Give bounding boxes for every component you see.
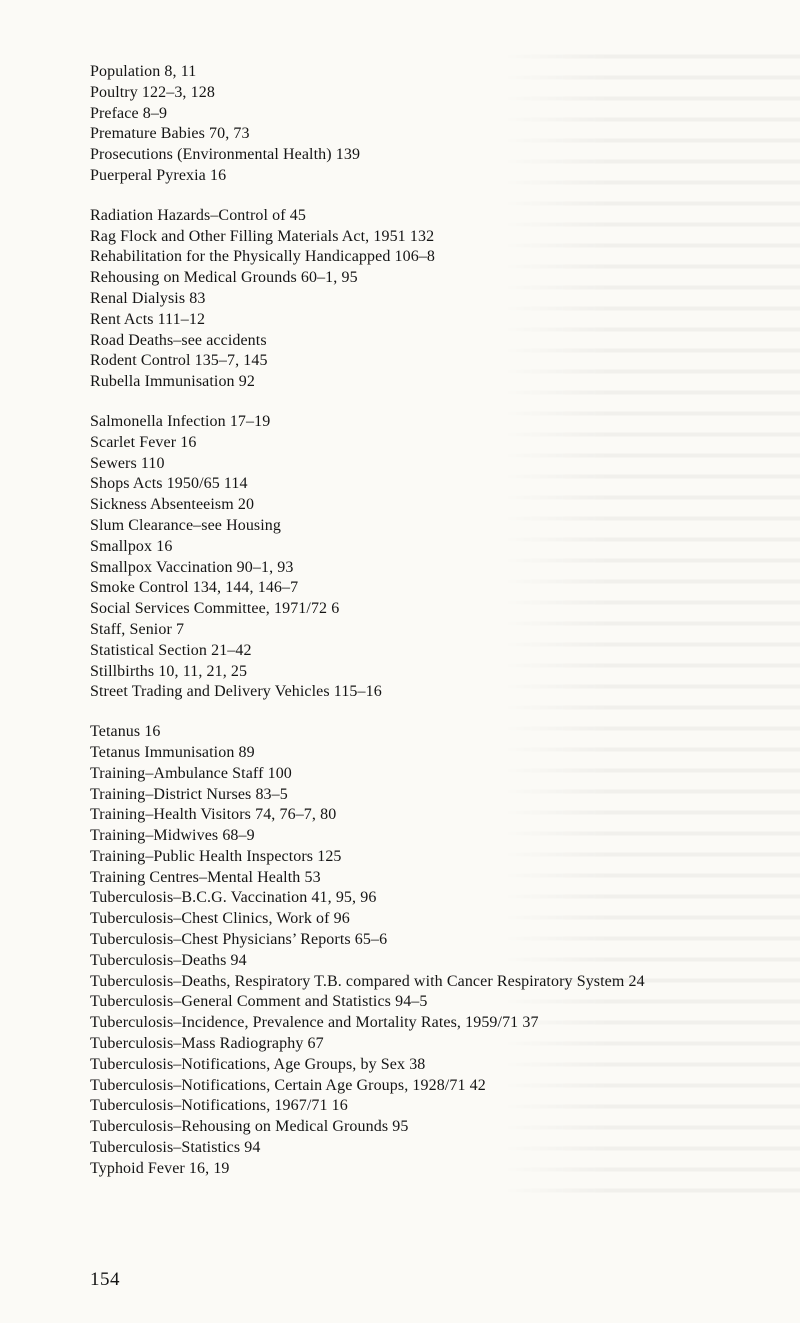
index-entry: Tuberculosis–Rehousing on Medical Grounds 95 (90, 1118, 409, 1136)
index-entry: Training–Health Visitors 74, 76–7, 80 (90, 806, 337, 824)
index-entry: Tetanus Immunisation 89 (90, 743, 255, 761)
index-entry: Population 8, 11 (90, 63, 197, 80)
index-entry: Premature Babies 70, 73 (90, 125, 250, 143)
index-entry: Rubella Immunisation 92 (90, 373, 255, 391)
index-entry: Social Services Committee, 1971/72 6 (90, 600, 340, 618)
index-entry: Staff, Senior 7 (90, 620, 185, 638)
page-number: 154 (90, 1269, 120, 1290)
index-entry: Sewers 110 (90, 454, 165, 472)
index-entry: Rehabilitation for the Physically Handicapped 106–8 (90, 248, 436, 266)
index-entry: Rehousing on Medical Grounds 60–1, 95 (90, 269, 358, 287)
index-entry: Tuberculosis–Deaths, Respiratory T.B. compared with Cancer Respiratory System 24 (90, 972, 645, 990)
index-entry: Slum Clearance–see Housing (90, 516, 281, 534)
index-entry: Preface 8–9 (90, 104, 168, 122)
index-entry: Training–District Nurses 83–5 (90, 785, 288, 803)
index-entry: Training–Midwives 68–9 (90, 827, 255, 845)
index-entry: Road Deaths–see accidents (90, 331, 267, 349)
index-content (90, 62, 780, 1199)
index-entry: Smallpox 16 (90, 537, 173, 555)
index-entry: Tuberculosis–Notifications, Certain Age Groups, 1928/71 42 (90, 1076, 486, 1094)
index-entry: Scarlet Fever 16 (90, 433, 197, 451)
index-entry: Typhoid Fever 16, 19 (90, 1159, 230, 1177)
index-entry: Training–Ambulance Staff 100 (90, 764, 292, 782)
index-entry: Rag Flock and Other Filling Materials Act, 1951 132 (90, 227, 435, 245)
index-group-t (90, 722, 780, 1180)
index-entry: Training Centres–Mental Health 53 (90, 868, 321, 886)
index-entry: Statistical Section 21–42 (90, 641, 252, 659)
index-entry: Tuberculosis–Mass Radiography 67 (90, 1035, 324, 1053)
index-entry: Tuberculosis–B.C.G. Vaccination 41, 95, 96 (90, 889, 377, 907)
index-entry: Tuberculosis–Notifications, 1967/71 16 (90, 1097, 348, 1115)
index-entry: Street Trading and Delivery Vehicles 115–16 (90, 683, 382, 701)
index-entry: Tetanus 16 (90, 723, 161, 741)
index-group-s (90, 412, 780, 703)
index-entry: Tuberculosis–Chest Clinics, Work of 96 (90, 910, 350, 928)
index-entry: Radiation Hazards–Control of 45 (90, 206, 306, 224)
index-entry: Tuberculosis–Chest Physicians’ Reports 65–6 (90, 931, 388, 949)
index-entry: Rent Acts 111–12 (90, 310, 206, 328)
index-entry: Puerperal Pyrexia 16 (90, 166, 227, 184)
index-group-p (90, 62, 780, 187)
index-entry: Poultry 122–3, 128 (90, 83, 215, 101)
index-entry: Smallpox Vaccination 90–1, 93 (90, 558, 294, 576)
index-entry: Tuberculosis–Statistics 94 (90, 1139, 261, 1157)
index-entry: Renal Dialysis 83 (90, 289, 206, 307)
index-entry: Tuberculosis–General Comment and Statistics 94–5 (90, 993, 428, 1011)
index-entry: Rodent Control 135–7, 145 (90, 352, 268, 370)
index-entry: Tuberculosis–Notifications, Age Groups, by Sex 38 (90, 1055, 426, 1073)
index-group-r (90, 206, 780, 393)
index-entry: Prosecutions (Environmental Health) 139 (90, 146, 361, 164)
index-entry: Training–Public Health Inspectors 125 (90, 847, 342, 865)
index-entry: Salmonella Infection 17–19 (90, 412, 271, 430)
index-entry: Tuberculosis–Deaths 94 (90, 951, 247, 969)
index-entry: Stillbirths 10, 11, 21, 25 (90, 662, 248, 680)
index-entry: Sickness Absenteeism 20 (90, 496, 255, 514)
index-entry: Shops Acts 1950/65 114 (90, 475, 248, 493)
index-entry: Tuberculosis–Incidence, Prevalence and Mortality Rates, 1959/71 37 (90, 1014, 539, 1032)
index-entry: Smoke Control 134, 144, 146–7 (90, 579, 299, 597)
